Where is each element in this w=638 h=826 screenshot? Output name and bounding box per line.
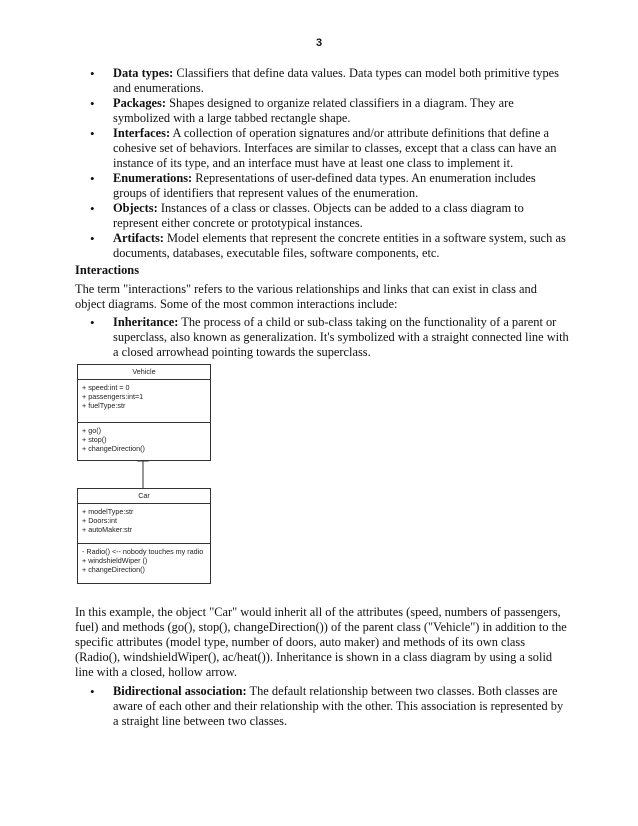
method: + stop() (82, 435, 107, 444)
attribute: + passengers:int=1 (82, 392, 144, 401)
term-label: Bidirectional association: (113, 684, 247, 698)
list-item-inheritance (75, 315, 570, 360)
inheritance-example-paragraph: In this example, the object "Car" would inherit all of the attributes (speed, numbers of passengers, fuel) and methods (go(), stop(), changeDirection()) of the parent class ("Vehicle") in addition to the specific attributes (model type, number of doors, auto maker) and methods of its own class (Radio(), windshieldWiper(), ac/heat()). Inheritance is shown in a class diagram by using a solid line with a closed, hollow arrow. (75, 605, 567, 679)
attribute: + Doors:int (82, 516, 117, 525)
term-label: Artifacts: (113, 231, 164, 245)
interactions-intro: The term "interactions" refers to the various relationships and links that can exist in class and object diagrams. Some of the most common interactions include: (75, 282, 537, 311)
attribute: + fuelType:str (82, 401, 126, 410)
section-heading-interactions: Interactions (75, 263, 140, 277)
class-methods (78, 543, 210, 583)
class-name: Vehicle (78, 365, 210, 380)
term-description: A collection of operation signatures and/or attribute definitions that define a cohesive set of behaviors. Interfaces are similar to classes, except that a class can have an instance of its type, and an interface must have at least one class to implement it. (113, 126, 557, 170)
page-number: 3 (315, 37, 323, 49)
list-item (75, 126, 570, 171)
list-item (75, 96, 570, 126)
method: - Radio() <-- nobody touches my radio (82, 547, 204, 556)
term-label: Enumerations: (113, 171, 193, 185)
class-attributes (78, 380, 210, 422)
attribute: + autoMaker:str (82, 525, 133, 534)
class-methods (78, 422, 210, 460)
term-description: The process of a child or sub-class taking on the functionality of a parent or superclass, also known as generalization. It's symbolized with a straight connected line with a closed arrowhead pointing towards the superclass. (113, 315, 569, 359)
list-item (75, 171, 570, 201)
document-body (75, 66, 570, 729)
list-item (75, 231, 570, 261)
list-item (75, 201, 570, 231)
term-label: Packages: (113, 96, 166, 110)
classifier-list (75, 66, 570, 261)
term-label: Inheritance: (113, 315, 179, 329)
class-attributes (78, 504, 210, 543)
list-item (75, 66, 570, 96)
class-box-car (77, 488, 211, 584)
method: + changeDirection() (82, 565, 145, 574)
term-description: The default relationship between two classes. Both classes are aware of each other and their relationship with the other. This association is represented by a straight line between two classes. (113, 684, 564, 728)
interaction-list-continued (75, 684, 570, 729)
interaction-list (75, 315, 570, 360)
method: + changeDirection() (82, 444, 145, 453)
attribute: + speed:int = 0 (82, 383, 130, 392)
uml-inheritance-diagram (75, 364, 570, 597)
method: + go() (82, 426, 101, 435)
class-name: Car (78, 489, 210, 504)
term-label: Objects: (113, 201, 158, 215)
method: + windshieldWiper () (82, 556, 148, 565)
attribute: + modelType:str (82, 507, 134, 516)
term-description: Shapes designed to organize related classifiers in a diagram. They are symbolized with a large tabbed rectangle shape. (113, 96, 514, 125)
term-label: Interfaces: (113, 126, 171, 140)
class-box-vehicle (77, 364, 211, 461)
term-label: Data types: (113, 66, 174, 80)
term-description: Instances of a class or classes. Objects can be added to a class diagram to represent either concrete or prototypical instances. (113, 201, 524, 230)
term-description: Classifiers that define data values. Data types can model both primitive types and enumerations. (113, 66, 559, 95)
list-item-bidirectional (75, 684, 570, 729)
term-description: Representations of user-defined data types. An enumeration includes groups of identifiers that represent values of the enumeration. (113, 171, 536, 200)
term-description: Model elements that represent the concrete entities in a software system, such as documents, databases, executable files, software components, etc. (113, 231, 566, 260)
